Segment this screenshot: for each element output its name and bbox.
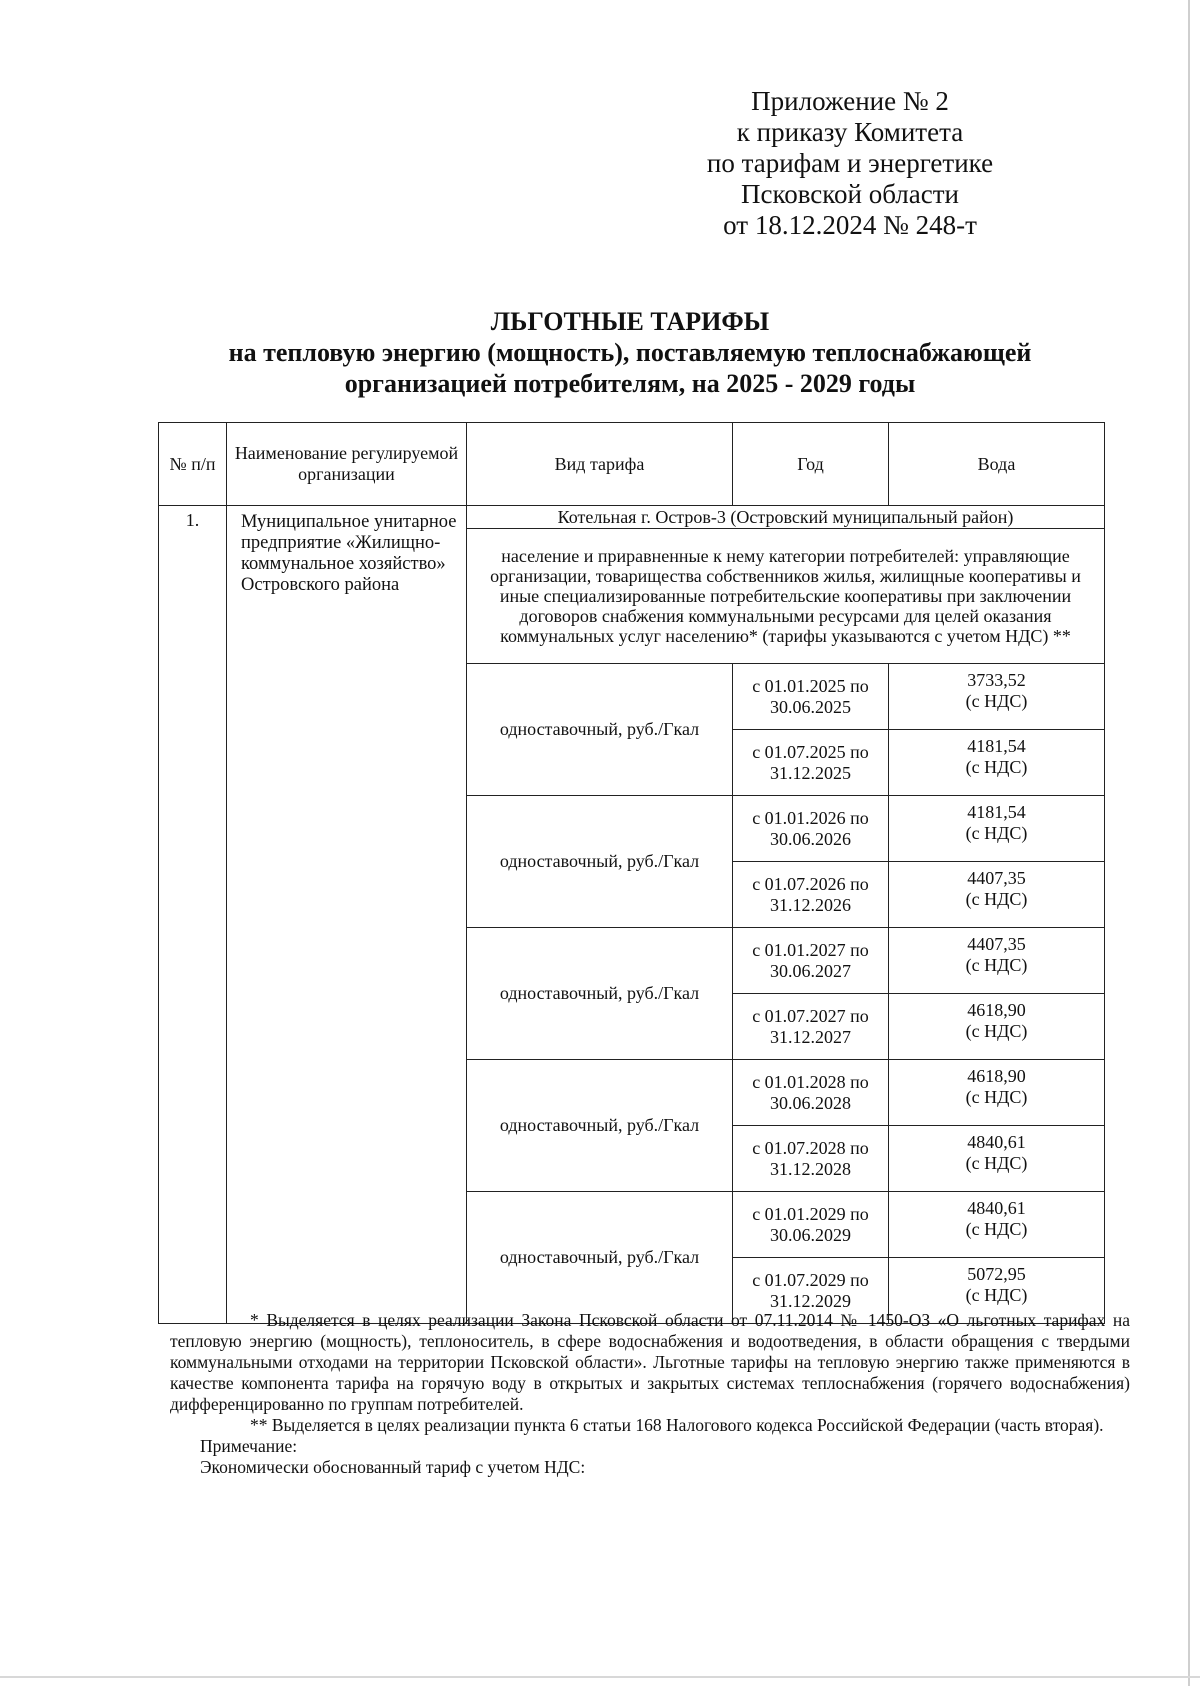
tariff-period: с 01.07.2028 по 31.12.2028 — [733, 1126, 889, 1192]
vat-label: (с НДС) — [965, 1219, 1028, 1239]
price-value: 5072,95 — [967, 1264, 1026, 1284]
footnote-2: ** Выделяется в целях реализации пункта 6 статьи 168 Налогового кодекса Российской Федерации (часть вторая). — [250, 1415, 1104, 1435]
tariff-period: с 01.01.2025 по 30.06.2025 — [733, 664, 889, 730]
header-org: Наименование регулируемой организации — [227, 423, 467, 506]
footnote-1: * Выделяется в целях реализации Закона Псковской области от 07.11.2014 № 1450-ОЗ «О льготных тарифах на тепловую энергию (мощность), теплоноситель, в сфере водоснабжения и водоотведения, в области обращения с твердыми коммунальными отходами на территории Псковской области». Льготные тарифы на тепловую энергию также применяются в качестве компонента тарифа на горячую воду в открытых и закрытых системах теплоснабжения (горячего водоснабжения) дифференцированно по группам потребителей. — [170, 1310, 1130, 1414]
appendix-line: к приказу Комитета — [736, 117, 964, 147]
title-line: на тепловую энергию (мощность), поставляемую теплоснабжающей — [228, 338, 1032, 367]
price-value: 4181,54 — [967, 802, 1026, 822]
appendix-block — [690, 86, 1010, 241]
tariff-period: с 01.01.2028 по 30.06.2028 — [733, 1060, 889, 1126]
tariff-period: с 01.07.2026 по 31.12.2026 — [733, 862, 889, 928]
tariff-period: с 01.01.2027 по 30.06.2027 — [733, 928, 889, 994]
vat-label: (с НДС) — [965, 889, 1028, 909]
price-value: 4181,54 — [967, 736, 1026, 756]
price-value: 4840,61 — [967, 1198, 1026, 1218]
vat-label: (с НДС) — [965, 1153, 1028, 1173]
header-water: Вода — [889, 423, 1105, 506]
boiler-name: Котельная г. Остров-3 (Островский муниципальный район) — [467, 506, 1105, 529]
tariff-value — [889, 1126, 1105, 1192]
sheet-bottom-edge — [0, 1676, 1200, 1678]
tariff-period: с 01.01.2026 по 30.06.2026 — [733, 796, 889, 862]
tariff-value — [889, 796, 1105, 862]
tariff-value — [889, 1060, 1105, 1126]
vat-label: (с НДС) — [965, 1285, 1028, 1305]
consumer-group: население и приравненные к нему категории потребителей: управляющие организации, товарищества собственников жилья, жилищные кооперативы и иные специализированные потребительские кооперативы при заключении договоров снабжения коммунальными ресурсами для целей оказания коммунальных услуг населению* (тарифы указываются с учетом НДС) ** — [467, 529, 1105, 664]
vat-label: (с НДС) — [965, 955, 1028, 975]
appendix-line: по тарифам и энергетике — [706, 148, 994, 178]
appendix-line: Приложение № 2 — [751, 86, 949, 116]
tariff-value — [889, 730, 1105, 796]
tariff-type: одноставочный, руб./Гкал — [467, 928, 733, 1060]
price-value: 3733,52 — [967, 670, 1026, 690]
tariff-type: одноставочный, руб./Гкал — [467, 664, 733, 796]
header-num: № п/п — [159, 423, 227, 506]
tariff-period: с 01.07.2027 по 31.12.2027 — [733, 994, 889, 1060]
tariff-table — [158, 422, 1105, 1324]
tariff-type: одноставочный, руб./Гкал — [467, 796, 733, 928]
tariff-value — [889, 664, 1105, 730]
remark-text: Экономически обоснованный тариф с учетом НДС: — [200, 1457, 586, 1477]
appendix-line: от 18.12.2024 № 248-т — [723, 210, 977, 240]
tariff-period: с 01.07.2025 по 31.12.2025 — [733, 730, 889, 796]
sheet-edge — [1188, 0, 1190, 1686]
vat-label: (с НДС) — [965, 1021, 1028, 1041]
vat-label: (с НДС) — [965, 823, 1028, 843]
tariff-period: с 01.01.2029 по 30.06.2029 — [733, 1192, 889, 1258]
row-number: 1. — [159, 506, 227, 1324]
tariff-period: с 01.07.2029 по 31.12.2029 — [733, 1258, 889, 1324]
price-value: 4618,90 — [967, 1066, 1026, 1086]
price-value: 4407,35 — [967, 934, 1026, 954]
vat-label: (с НДС) — [965, 691, 1028, 711]
tariff-value — [889, 994, 1105, 1060]
tariff-value — [889, 928, 1105, 994]
tariff-type: одноставочный, руб./Гкал — [467, 1060, 733, 1192]
remark-label: Примечание: — [200, 1436, 298, 1456]
title-line: организацией потребителям, на 2025 - 2029 годы — [344, 369, 916, 398]
footnotes — [170, 1310, 1130, 1478]
header-year: Год — [733, 423, 889, 506]
table-header-row — [159, 423, 1105, 506]
price-value: 4407,35 — [967, 868, 1026, 888]
organization-name: Муниципальное унитарное предприятие «Жилищно-коммунальное хозяйство» Островского района — [227, 506, 467, 1324]
tariff-value — [889, 1192, 1105, 1258]
tariff-value — [889, 862, 1105, 928]
boiler-row — [159, 506, 1105, 529]
tariff-type: одноставочный, руб./Гкал — [467, 1192, 733, 1324]
header-type: Вид тарифа — [467, 423, 733, 506]
vat-label: (с НДС) — [965, 757, 1028, 777]
title-line: ЛЬГОТНЫЕ ТАРИФЫ — [490, 307, 770, 336]
appendix-line: Псковской области — [740, 179, 959, 209]
price-value: 4618,90 — [967, 1000, 1026, 1020]
document-title — [150, 306, 1110, 399]
price-value: 4840,61 — [967, 1132, 1026, 1152]
vat-label: (с НДС) — [965, 1087, 1028, 1107]
